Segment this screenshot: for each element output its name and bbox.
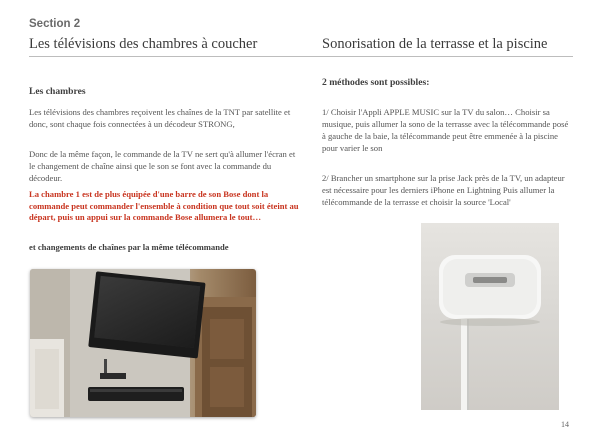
right-subheading: 2 méthodes sont possibles: xyxy=(322,77,430,88)
section-label: Section 2 xyxy=(29,18,81,30)
left-heading: Les télévisions des chambres à coucher xyxy=(29,36,258,52)
left-bold-line: et changements de chaînes par la même télécommande xyxy=(29,242,229,252)
right-heading: Sonorisation de la terrasse et la piscine xyxy=(322,36,548,52)
left-subheading: Les chambres xyxy=(29,86,86,97)
highlight-paragraph: La chambre 1 est de plus équipée d'une barre de son Bose dont la commande peut commander l'ensemble à condition que tout soit éteint au départ, puis un appui sur la commande Bose allumera le tout… xyxy=(29,189,299,222)
dock-illustration xyxy=(421,223,559,410)
method-2: 2/ Brancher un smartphone sur la prise Jack près de la TV, un adapteur est nécessaire pour les derniers iPhone en Lightning Puis allumer la télécommande de la terrasse et choisir la source 'Local' xyxy=(322,173,565,207)
tv-bedroom-illustration xyxy=(30,269,256,417)
dock-photo xyxy=(421,223,559,410)
tv-bedroom-photo xyxy=(30,269,256,417)
left-paragraph-2: Donc de la même façon, le commande de la TV ne sert qu'à allumer l'écran et le changement de chaîne ainsi que le son se font avec la commande du décodeur. xyxy=(29,149,296,183)
method-1: 1/ Choisir l'Appli APPLE MUSIC sur la TV du salon… Choisir sa musique, puis allumer la sono de la terrasse avec la télécommande posé à gauche de la baie, la télécommande peut être emmenée à la piscine pour varier le son xyxy=(322,107,569,153)
left-paragraph-1: Les télévisions des chambres reçoivent les chaînes de la TNT par satellite et donc, sont chaque fois connectées à un décodeur STRONG, xyxy=(29,107,291,129)
header-divider xyxy=(29,56,573,57)
page-number: 14 xyxy=(561,420,569,429)
